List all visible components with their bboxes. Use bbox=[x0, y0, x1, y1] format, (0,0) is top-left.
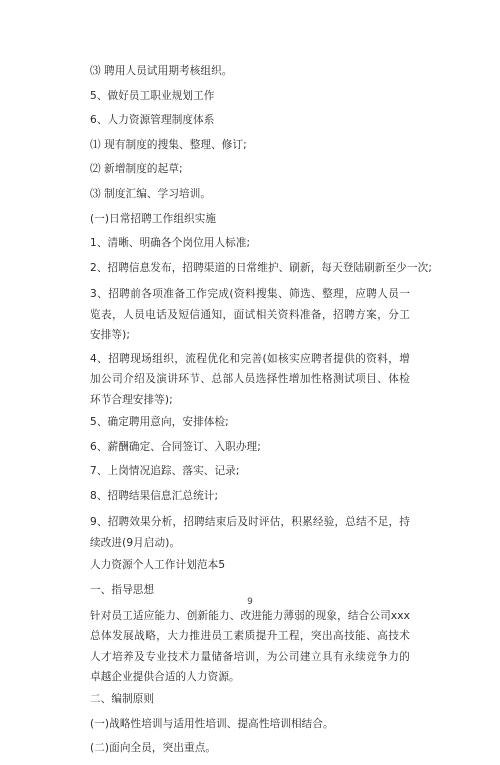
text-line: 2、招聘信息发布，招聘渠道的日常维护、刷新，每天登陆刷新至少一次; bbox=[90, 261, 433, 274]
text-paragraph: 3、招聘前各项准备工作完成(资料搜集、筛选、整理，应聘人员一览表，人员电话及短信通知，面试相关资料准备，招聘方案，分工安排等); bbox=[90, 288, 410, 341]
section-heading: 二、编制原则 bbox=[90, 693, 155, 706]
page-number: 9 bbox=[247, 597, 253, 607]
text-line: 1、清晰、明确各个岗位用人标准; bbox=[90, 237, 251, 250]
text-line: (二)面向全员，突出重点。 bbox=[90, 742, 217, 755]
text-line: ⑵ 新增制度的起草; bbox=[90, 163, 183, 176]
text-line: 6、薪酬确定、合同签订、入职办理; bbox=[90, 440, 261, 453]
text-paragraph: 4、招聘现场组织，流程优化和完善(如核实应聘者提供的资料，增加公司介绍及演讲环节、总部人员选择性增加性格测试项目、体检环节合理安排等); bbox=[90, 353, 410, 406]
document-title: 人力资源个人工作计划范本5 bbox=[90, 558, 226, 571]
text-paragraph: 9、招聘效果分析，招聘结束后及时评估，积累经验，总结不足，持续改进(9月启动)。 bbox=[90, 516, 410, 549]
text-line: 5、做好员工职业规划工作 bbox=[90, 89, 215, 102]
text-line: 6、人力资源管理制度体系 bbox=[90, 114, 215, 127]
text-paragraph: 针对员工适应能力、创新能力、改进能力薄弱的现象，结合公司xxx总体发展战略，大力推进员工素质提升工程，突出高技能、高技术人才培养及专业技术力量储备培训，为公司建立具有永续竞争力的卓越企业提供合适的人力资源。 bbox=[90, 610, 410, 683]
section-heading: 一、指导思想 bbox=[90, 583, 155, 596]
text-line: (一)战略性培训与适用性培训、提高性培训相结合。 bbox=[90, 717, 334, 730]
text-line: ⑴ 现有制度的搜集、整理、修订; bbox=[90, 138, 247, 151]
text-line: ⑶ 聘用人员试用期考核组织。 bbox=[90, 65, 233, 77]
document-body bbox=[90, 63, 433, 765]
text-line: 7、上岗情况追踪、落实、记录; bbox=[90, 465, 240, 478]
text-line: 8、招聘结果信息汇总统计; bbox=[90, 489, 219, 502]
section-heading: (一)日常招聘工作组织实施 bbox=[90, 212, 217, 225]
text-line: ⑶ 制度汇编、学习培训。 bbox=[90, 187, 212, 200]
text-line: 5、确定聘用意向，安排体检; bbox=[90, 415, 229, 428]
